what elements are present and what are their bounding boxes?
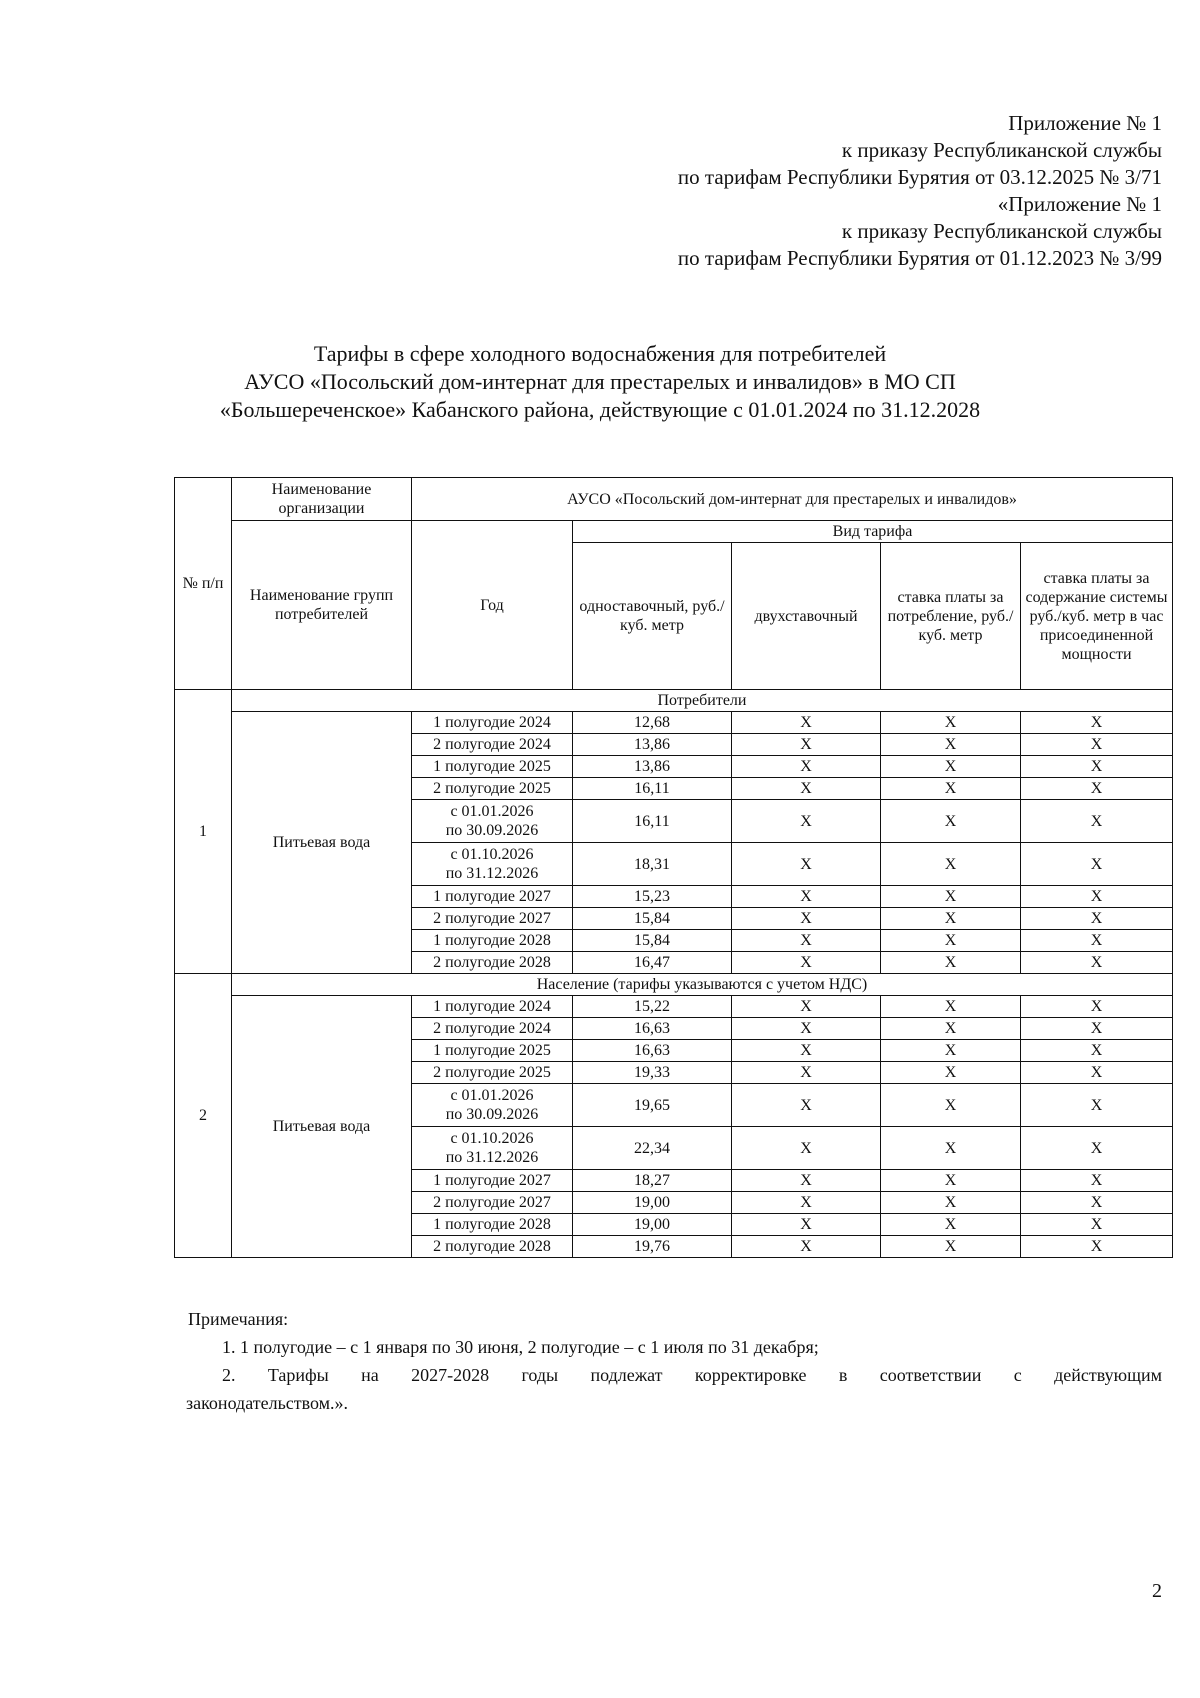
period-cell: 1 полугодие 2025 <box>412 1040 573 1062</box>
double-rate-cell: X <box>732 734 881 756</box>
period-cell: 1 полугодие 2024 <box>412 996 573 1018</box>
period-cell: 1 полугодие 2028 <box>412 1214 573 1236</box>
section-title: Потребители <box>232 690 1173 712</box>
double-rate-cell: X <box>732 930 881 952</box>
double-rate-cell: X <box>732 908 881 930</box>
page-number: 2 <box>1152 1580 1162 1602</box>
single-rate-cell: 15,23 <box>573 886 732 908</box>
header-col-consumption: ставка платы за потребление, руб./ куб. метр <box>881 543 1021 690</box>
period-cell: 2 полугодие 2028 <box>412 1236 573 1258</box>
single-rate-cell: 13,86 <box>573 756 732 778</box>
period-start: с 01.10.2026 <box>450 846 534 863</box>
period-cell: 2 полугодие 2024 <box>412 734 573 756</box>
period-start: с 01.01.2026 <box>450 803 534 820</box>
maintenance-rate-cell: X <box>1021 1127 1173 1170</box>
maintenance-rate-cell: X <box>1021 1040 1173 1062</box>
header-group-label: Наименование групп потребителей <box>232 521 412 690</box>
single-rate-cell: 16,47 <box>573 952 732 974</box>
header-org-label: Наименование организации <box>232 478 412 521</box>
double-rate-cell: X <box>732 712 881 734</box>
period-cell: 1 полугодие 2024 <box>412 712 573 734</box>
maintenance-rate-cell: X <box>1021 908 1173 930</box>
header-org-name: АУСО «Посольский дом-интернат для престарелых и инвалидов» <box>412 478 1173 521</box>
period-cell: 1 полугодие 2027 <box>412 1170 573 1192</box>
header-col-maintenance: ставка платы за содержание системы руб./куб. метр в час присоединенной мощности <box>1021 543 1173 690</box>
period-cell: 1 полугодие 2027 <box>412 886 573 908</box>
period-cell: 2 полугодие 2025 <box>412 778 573 800</box>
single-rate-cell: 16,11 <box>573 778 732 800</box>
consumption-rate-cell: X <box>881 930 1021 952</box>
single-rate-cell: 16,63 <box>573 1018 732 1040</box>
maintenance-rate-cell: X <box>1021 756 1173 778</box>
maintenance-rate-cell: X <box>1021 1170 1173 1192</box>
period-cell: 2 полугодие 2025 <box>412 1062 573 1084</box>
header-row-type <box>175 521 1173 543</box>
single-rate-cell: 12,68 <box>573 712 732 734</box>
consumption-rate-cell: X <box>881 952 1021 974</box>
maintenance-rate-cell: X <box>1021 930 1173 952</box>
consumption-rate-cell: X <box>881 1170 1021 1192</box>
single-rate-cell: 18,31 <box>573 843 732 886</box>
single-rate-cell: 22,34 <box>573 1127 732 1170</box>
maintenance-rate-cell: X <box>1021 1084 1173 1127</box>
maintenance-rate-cell: X <box>1021 1192 1173 1214</box>
notes-heading: Примечания: <box>188 1309 289 1329</box>
single-rate-cell: 13,86 <box>573 734 732 756</box>
section-number: 2 <box>175 974 232 1258</box>
double-rate-cell: X <box>732 1062 881 1084</box>
period-cell: 1 полугодие 2028 <box>412 930 573 952</box>
header-row-org <box>175 478 1173 521</box>
title-line: АУСО «Посольский дом-интернат для престарелых и инвалидов» в МО СП <box>244 369 956 394</box>
consumption-rate-cell: X <box>881 1236 1021 1258</box>
maintenance-rate-cell: X <box>1021 1214 1173 1236</box>
document-title <box>0 340 1200 424</box>
single-rate-cell: 18,27 <box>573 1170 732 1192</box>
header-num: № п/п <box>175 478 232 690</box>
double-rate-cell: X <box>732 1236 881 1258</box>
period-end: по 31.12.2026 <box>445 865 539 882</box>
double-rate-cell: X <box>732 886 881 908</box>
appendix-line: по тарифам Республики Бурятия от 01.12.2023 № 3/99 <box>677 246 1162 270</box>
consumption-rate-cell: X <box>881 1192 1021 1214</box>
consumption-rate-cell: X <box>881 1040 1021 1062</box>
header-tariff-type: Вид тарифа <box>573 521 1173 543</box>
maintenance-rate-cell: X <box>1021 996 1173 1018</box>
maintenance-rate-cell: X <box>1021 1062 1173 1084</box>
double-rate-cell: X <box>732 1214 881 1236</box>
double-rate-cell: X <box>732 1084 881 1127</box>
header-col-double: двухставочный <box>732 543 881 690</box>
header-year-label: Год <box>412 521 573 690</box>
single-rate-cell: 19,76 <box>573 1236 732 1258</box>
period-cell <box>412 843 573 886</box>
consumption-rate-cell: X <box>881 734 1021 756</box>
single-rate-cell: 15,84 <box>573 908 732 930</box>
period-cell: 1 полугодие 2025 <box>412 756 573 778</box>
appendix-line: «Приложение № 1 <box>997 192 1162 216</box>
period-end: по 30.09.2026 <box>445 1106 539 1123</box>
period-cell: 2 полугодие 2027 <box>412 1192 573 1214</box>
section-title-row <box>175 974 1173 996</box>
double-rate-cell: X <box>732 1040 881 1062</box>
appendix-line: к приказу Республиканской службы <box>841 138 1162 162</box>
single-rate-cell: 15,22 <box>573 996 732 1018</box>
single-rate-cell: 16,63 <box>573 1040 732 1062</box>
period-start: с 01.01.2026 <box>450 1087 534 1104</box>
maintenance-rate-cell: X <box>1021 734 1173 756</box>
consumption-rate-cell: X <box>881 1127 1021 1170</box>
period-cell: 2 полугодие 2027 <box>412 908 573 930</box>
period-cell <box>412 1127 573 1170</box>
maintenance-rate-cell: X <box>1021 1236 1173 1258</box>
single-rate-cell: 19,65 <box>573 1084 732 1127</box>
maintenance-rate-cell: X <box>1021 1018 1173 1040</box>
double-rate-cell: X <box>732 952 881 974</box>
maintenance-rate-cell: X <box>1021 800 1173 843</box>
table-row <box>175 712 1173 734</box>
double-rate-cell: X <box>732 800 881 843</box>
notes-block <box>188 1305 1162 1417</box>
period-cell: 2 полугодие 2028 <box>412 952 573 974</box>
double-rate-cell: X <box>732 843 881 886</box>
appendix-line: по тарифам Республики Бурятия от 03.12.2025 № 3/71 <box>677 165 1162 189</box>
consumption-rate-cell: X <box>881 756 1021 778</box>
double-rate-cell: X <box>732 1170 881 1192</box>
double-rate-cell: X <box>732 1127 881 1170</box>
appendix-line: Приложение № 1 <box>1008 111 1162 135</box>
header-col-single: одноставочный, руб./ куб. метр <box>573 543 732 690</box>
table-row <box>175 996 1173 1018</box>
consumption-rate-cell: X <box>881 712 1021 734</box>
tariff-table <box>174 477 1173 1258</box>
consumer-group: Питьевая вода <box>232 996 412 1258</box>
double-rate-cell: X <box>732 778 881 800</box>
maintenance-rate-cell: X <box>1021 843 1173 886</box>
consumer-group: Питьевая вода <box>232 712 412 974</box>
double-rate-cell: X <box>732 996 881 1018</box>
section-title: Население (тарифы указываются с учетом НДС) <box>232 974 1173 996</box>
consumption-rate-cell: X <box>881 1062 1021 1084</box>
section-title-row <box>175 690 1173 712</box>
consumption-rate-cell: X <box>881 800 1021 843</box>
consumption-rate-cell: X <box>881 996 1021 1018</box>
appendix-block <box>678 110 1162 272</box>
maintenance-rate-cell: X <box>1021 712 1173 734</box>
consumption-rate-cell: X <box>881 1018 1021 1040</box>
single-rate-cell: 19,33 <box>573 1062 732 1084</box>
maintenance-rate-cell: X <box>1021 778 1173 800</box>
maintenance-rate-cell: X <box>1021 886 1173 908</box>
consumption-rate-cell: X <box>881 1084 1021 1127</box>
single-rate-cell: 19,00 <box>573 1192 732 1214</box>
period-end: по 31.12.2026 <box>445 1149 539 1166</box>
single-rate-cell: 16,11 <box>573 800 732 843</box>
maintenance-rate-cell: X <box>1021 952 1173 974</box>
appendix-line: к приказу Республиканской службы <box>841 219 1162 243</box>
consumption-rate-cell: X <box>881 908 1021 930</box>
consumption-rate-cell: X <box>881 886 1021 908</box>
double-rate-cell: X <box>732 1018 881 1040</box>
single-rate-cell: 19,00 <box>573 1214 732 1236</box>
consumption-rate-cell: X <box>881 778 1021 800</box>
title-line: «Большереченское» Кабанского района, действующие с 01.01.2024 по 31.12.2028 <box>219 397 981 422</box>
consumption-rate-cell: X <box>881 1214 1021 1236</box>
period-cell <box>412 800 573 843</box>
period-start: с 01.10.2026 <box>450 1130 534 1147</box>
period-cell: 2 полугодие 2024 <box>412 1018 573 1040</box>
double-rate-cell: X <box>732 756 881 778</box>
section-number: 1 <box>175 690 232 974</box>
consumption-rate-cell: X <box>881 843 1021 886</box>
note-item-2-continued: законодательством.». <box>186 1393 349 1413</box>
double-rate-cell: X <box>732 1192 881 1214</box>
period-cell <box>412 1084 573 1127</box>
period-end: по 30.09.2026 <box>445 822 539 839</box>
title-line: Тарифы в сфере холодного водоснабжения для потребителей <box>313 341 887 366</box>
note-item-1: 1. 1 полугодие – с 1 января по 30 июня, 2 полугодие – с 1 июля по 31 декабря; <box>222 1337 819 1357</box>
note-item-2: 2. Тарифы на 2027-2028 годы подлежат корректировке в соответствии с действующим <box>222 1365 1162 1385</box>
single-rate-cell: 15,84 <box>573 930 732 952</box>
